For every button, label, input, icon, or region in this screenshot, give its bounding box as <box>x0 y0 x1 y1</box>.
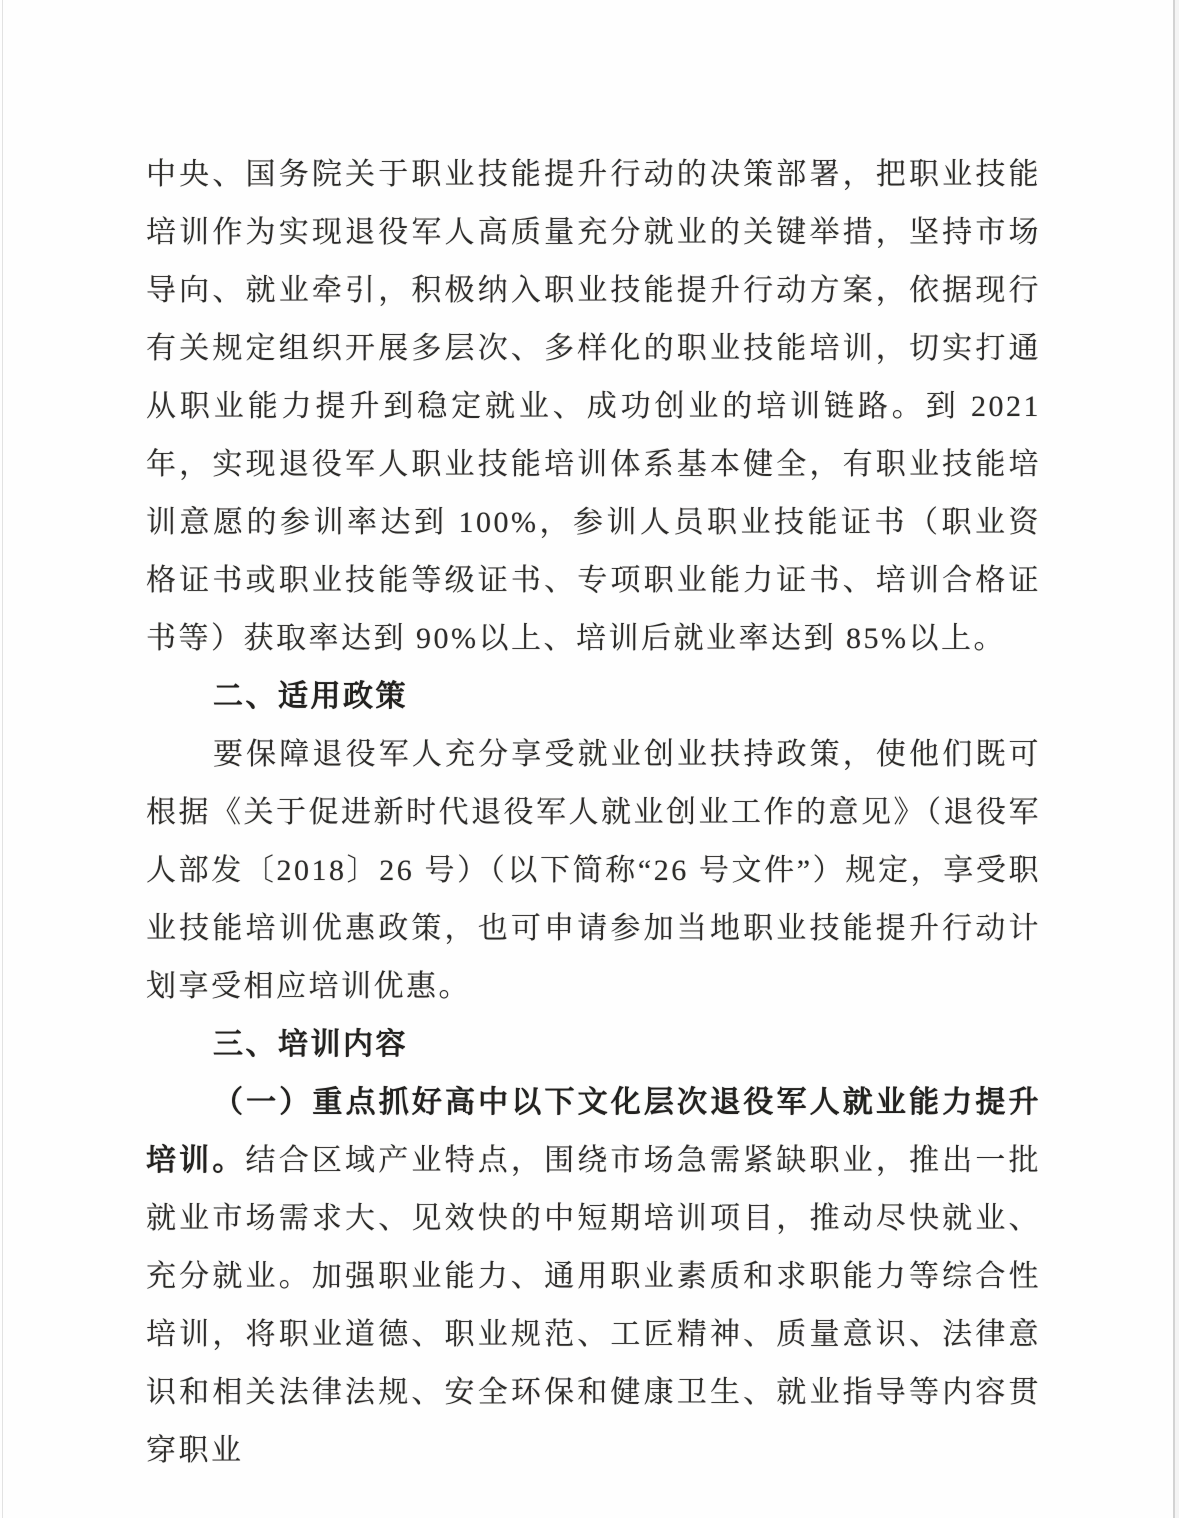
paragraph-lead-rest: 结合区域产业特点，围绕市场急需紧缺职业，推出一批就业市场需求大、见效快的中短期培训项目，推动尽快就业、充分就业。加强职业能力、通用职业素质和求职能力等综合性培训，将职业道德、职业规范、工匠精神、质量意识、法律意识和相关法律法规、安全环保和健康卫生、就业指导等内容贯穿职业 <box>146 1144 1042 1467</box>
section-heading-applicable-policy: 二、适用政策 <box>213 680 408 713</box>
document-body <box>146 146 1041 1480</box>
paragraph-lead-bold: （一）重点抓好高中以下文化层次退役军人就业能力提升培训。 <box>146 1086 1041 1177</box>
scan-edge-right-strip <box>1175 0 1179 1518</box>
paragraph-training-content <box>146 1074 1041 1480</box>
paragraph-applicable-policy: 要保障退役军人充分享受就业创业扶持政策，使他们既可根据《关于促进新时代退役军人就业创业工作的意见》（退役军人部发〔2018〕26 号）（以下简称“26 号文件”）规定，享受职业技能培训优惠政策，也可申请参加当地职业技能提升行动计划享受相应培训优惠。 <box>146 738 1041 1003</box>
scan-edge-left <box>2 0 3 1518</box>
section-heading-training-content: 三、培训内容 <box>213 1028 408 1061</box>
paragraph-continuation: 中央、国务院关于职业技能提升行动的决策部署，把职业技能培训作为实现退役军人高质量充分就业的关键举措，坚持市场导向、就业牵引，积极纳入职业技能提升行动方案，依据现行有关规定组织开展多层次、多样化的职业技能培训，切实打通从职业能力提升到稳定就业、成功创业的培训链路。到 2021 年，实现退役军人职业技能培训体系基本健全，有职业技能培训意愿的参训率达到 100%，参训人员职业技能证书（职业资格证书或职业技能等级证书、专项职业能力证书、培训合格证书等）获取率达到 90%以上、培训后就业率达到 85%以上。 <box>146 158 1041 655</box>
